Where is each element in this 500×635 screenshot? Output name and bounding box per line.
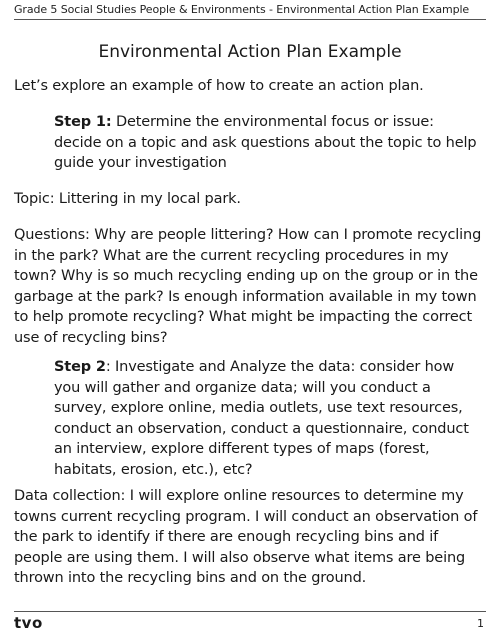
tvo-logo: tvo xyxy=(14,614,43,632)
header-divider xyxy=(14,19,486,20)
document-title: Environmental Action Plan Example xyxy=(98,42,402,62)
questions-paragraph: Questions: Why are people littering? How can I promote recycling in the park? What are the current recycling procedures in my town? Why is so much recycling ending up on the group or in the garbage at the park? Is enough information available in my town to help promote recycling? What might be impacting the correct use of recycling bins? xyxy=(14,227,482,346)
page-number: 1 xyxy=(477,617,484,630)
data-collection-paragraph: Data collection: I will explore online resources to determine my towns current recycling program. I will conduct an observation of the park to identify if there are enough recycling bins and if people are using them. I will also observe what items are being thrown into the recycling bins and on the ground. xyxy=(14,488,478,586)
footer-divider xyxy=(14,611,486,612)
intro-paragraph: Let’s explore an example of how to create an action plan. xyxy=(14,78,424,94)
step2-paragraph xyxy=(54,357,480,480)
step2-text: : Investigate and Analyze the data: consider how you will gather and organize data; will you conduct a survey, explore online, media outlets, use text resources, conduct an observation, conduct a questionnaire, conduct an interview, explore different types of maps (forest, habitats, erosion, etc.), etc? xyxy=(54,359,469,478)
step1-text: Determine the environmental focus or issue: decide on a topic and ask questions about the topic to help guide your investigation xyxy=(54,114,477,171)
page-header: Grade 5 Social Studies People & Environments - Environmental Action Plan Example xyxy=(14,3,470,16)
step1-label: Step 1: xyxy=(54,114,112,130)
step1-paragraph xyxy=(54,112,480,174)
step2-label: Step 2 xyxy=(54,359,106,375)
topic-paragraph: Topic: Littering in my local park. xyxy=(14,191,241,207)
